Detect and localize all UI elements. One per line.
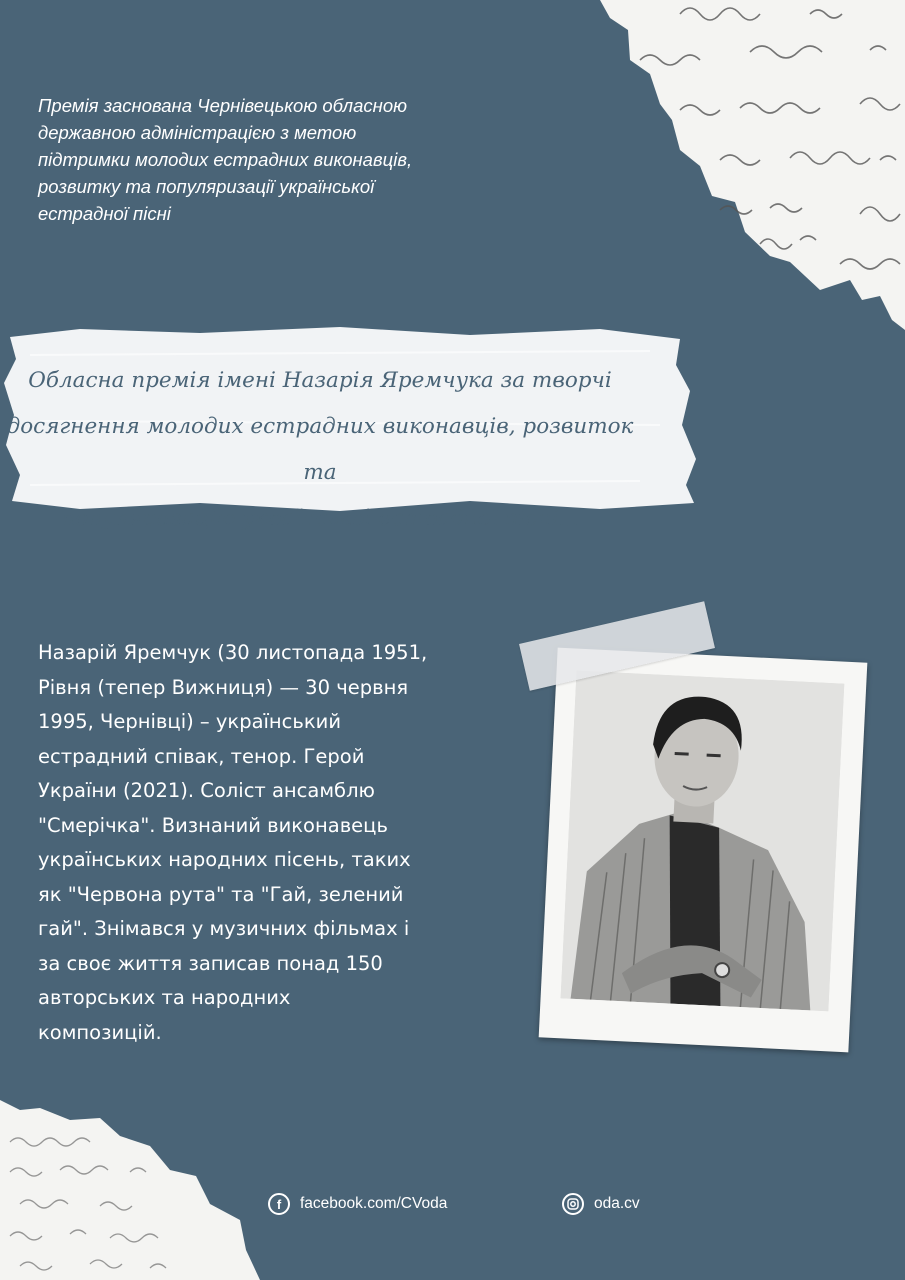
facebook-link[interactable] [268, 1193, 447, 1215]
award-title-line: популяризацію української естрадної пісні... [61, 506, 579, 531]
bio-line: за своє життя записав понад 150 [38, 951, 383, 975]
bio-line: "Смерічка". Визнаний виконавець [38, 813, 388, 837]
bio-line: 1995, Чернівці) – український [38, 710, 342, 733]
bio-line: авторських та народних [38, 986, 291, 1009]
biography-text [38, 636, 508, 1050]
handwritten-paper-bottom-left [0, 1100, 260, 1280]
bio-line: українських народних пісень, таких [38, 848, 411, 871]
intro-line: підтримки молодих естрадних виконавців, [38, 149, 413, 170]
portrait-photo [561, 671, 845, 1012]
bio-line: України (2021). Соліст ансамблю [38, 779, 375, 802]
polaroid-photo-frame [539, 648, 868, 1053]
instagram-link[interactable] [562, 1193, 640, 1215]
bio-line: композицій. [38, 1020, 162, 1044]
bio-line: як "Червона рута" та "Гай, зелений [38, 882, 404, 906]
award-title [0, 358, 640, 542]
bio-line: Назарій Яремчук (30 листопада 1951, [38, 641, 428, 664]
intro-paragraph [38, 92, 518, 227]
bio-line: гай". Знімався у музичних фільмах і [38, 917, 410, 940]
instagram-icon [562, 1193, 584, 1215]
facebook-label: facebook.com/CVoda [300, 1195, 448, 1212]
intro-line: державною адміністрацією з метою [38, 122, 357, 143]
award-title-line: досягнення молодих естрадних виконавців, розвиток та [6, 414, 634, 485]
bio-line: естрадний співак, тенор. Герой [38, 744, 365, 768]
intro-line: розвитку та популяризації української [38, 176, 375, 197]
bio-line: Рівня (тепер Вижниця) — 30 червня [38, 675, 409, 699]
award-title-line: Обласна премія імені Назарія Яремчука за творчі [28, 368, 612, 393]
intro-line: естрадної пісні [38, 203, 171, 224]
instagram-label: oda.cv [594, 1195, 640, 1212]
intro-line: Премія заснована Чернівецькою обласною [38, 95, 408, 116]
facebook-icon: f [268, 1193, 290, 1215]
